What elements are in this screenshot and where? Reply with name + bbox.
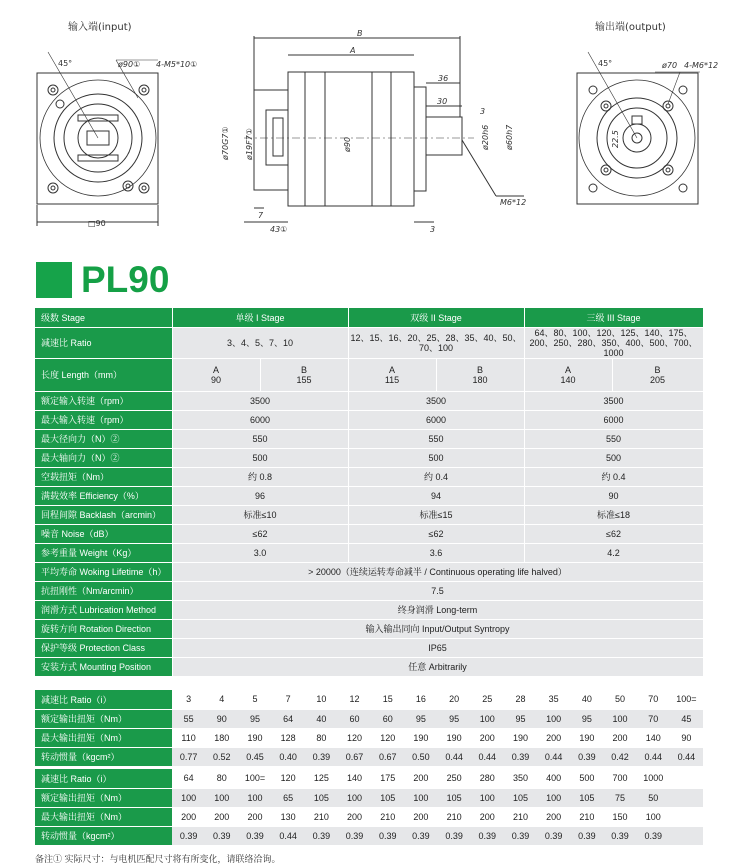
ratio-cell: 0.39 [504,826,537,845]
ratio-cell: 0.77 [172,747,205,766]
spec-value: 3500 [348,391,524,410]
ratio-cell [670,788,703,807]
spec-value: 4.2 [524,543,703,562]
spec-row-label: 最大径向力（N）② [35,429,172,448]
ratio-cell: 0.44 [272,826,305,845]
svg-text:3: 3 [480,107,486,116]
spec-value: 500 [524,448,703,467]
spec-value: 约 0.8 [172,467,348,486]
ratio-cell [670,769,703,788]
spec-row-label: 最大轴向力（N）② [35,448,172,467]
ratio-cell: 100 [172,788,205,807]
ratio-cell: 130 [272,807,305,826]
ratio-cell: 700 [603,769,636,788]
ratio-cell: 64 [272,709,305,728]
spec-row-label: 空载扭矩（Nm） [35,467,172,486]
ratio-cell: 190 [438,728,471,747]
ratio-row-label: 减速比 Ratio（i） [35,690,172,709]
spec-value: ≤62 [172,524,348,543]
ratio-cell: 210 [438,807,471,826]
spec-row-label: 旋转方向 Rotation Direction [35,619,172,638]
length-value: 90 [210,374,221,385]
ratio-cell: 28 [504,690,537,709]
ratio-cell: 210 [504,807,537,826]
spec-row-label: 平均寿命 Woking Lifetime（h） [35,562,172,581]
ratio-cell: 64 [172,769,205,788]
ratio-stage-3: 64、80、100、120、125、140、175、200、250、280、350、400、500、700、1000 [524,327,703,358]
ratio-cell: 95 [504,709,537,728]
ratio-cell: 0.39 [537,826,570,845]
ratio-cell: 0.39 [205,826,238,845]
svg-text:3: 3 [430,225,436,234]
ratio-cell: 105 [504,788,537,807]
ratio-cell: 16 [404,690,437,709]
spec-row-label: 参考重量 Weight（Kg） [35,543,172,562]
spec-row-label: 满载效率 Efficiency（%） [35,486,172,505]
spec-value: 终身润滑 Long-term [172,600,703,619]
ratio-cell: 40 [570,690,603,709]
spec-value: IP65 [172,638,703,657]
ratio-cell: 100 [537,788,570,807]
dimension-drawings [0,0,730,250]
ratio-cell: 200 [537,728,570,747]
length-letter: B [300,364,307,375]
ratio-cell: 0.39 [371,826,404,845]
ratio-cell: 95 [238,709,271,728]
ratio-row-label: 转动惯量（kgcm²） [35,747,172,766]
ratio-cell: 100 [205,788,238,807]
ratio-cell: 80 [305,728,338,747]
svg-text:22.5: 22.5 [611,130,620,148]
ratio-cell: 10 [305,690,338,709]
svg-text:ø90①: ø90① [118,60,141,69]
table-row [35,788,703,807]
ratio-cell: 0.44 [537,747,570,766]
ratio-cell: 120 [338,728,371,747]
ratio-cell: 0.52 [205,747,238,766]
stage-3-header: 三级 III Stage [524,308,703,327]
spec-value: 标准≤15 [348,505,524,524]
ratio-cell: 0.50 [404,747,437,766]
footnote: 备注① 实际尺寸：与电机匹配尺寸将有所变化，请联络洽询。 [35,854,281,864]
ratio-cell: 20 [438,690,471,709]
svg-text:30: 30 [437,97,448,106]
svg-text:36: 36 [438,74,449,83]
svg-text:A: A [350,46,356,55]
length-letter: A [564,364,571,375]
ratio-cell: 70 [637,709,670,728]
ratio-cell: 0.39 [504,747,537,766]
ratio-stage-1: 3、4、5、7、10 [172,327,348,358]
ratio-cell: 100 [637,807,670,826]
svg-text:ø60h7: ø60h7 [505,124,514,150]
ratio-cell: 350 [504,769,537,788]
svg-text:B: B [357,29,363,38]
ratio-cell: 0.44 [637,747,670,766]
length-value: 155 [296,374,312,385]
ratio-cell: 90 [205,709,238,728]
spec-value: 3500 [172,391,348,410]
svg-text:43①: 43① [270,225,288,234]
ratio-cell: 180 [205,728,238,747]
svg-text:7: 7 [258,211,264,220]
spec-value: 3.6 [348,543,524,562]
spec-value: 标准≤18 [524,505,703,524]
spec-value: ≤62 [524,524,703,543]
ratio-cell: 0.39 [404,826,437,845]
ratio-cell: 45 [670,709,703,728]
length-value: 205 [649,374,666,385]
ratio-cell: 100 [238,788,271,807]
ratio-cell: 105 [305,788,338,807]
ratio-cell: 0.44 [438,747,471,766]
ratio-row-label: 额定输出扭矩（Nm） [35,788,172,807]
ratio-cell: 190 [504,728,537,747]
ratio-cell: 0.39 [471,826,504,845]
ratio-cell: 0.39 [305,747,338,766]
ratio-cell: 0.67 [371,747,404,766]
ratio-cell: 200 [537,807,570,826]
ratio-cell: 0.39 [637,826,670,845]
spec-row-label: 抗扭刚性（Nm/arcmin） [35,581,172,600]
ratio-cell: 200 [404,769,437,788]
svg-text:45°: 45° [598,59,613,68]
spec-value: 输入输出同向 Input/Output Syntropy [172,619,703,638]
ratio-cell: 12 [338,690,371,709]
ratio-cell: 90 [670,728,703,747]
ratio-cell: 175 [371,769,404,788]
ratio-cell: 95 [404,709,437,728]
ratio-cell: 120 [272,769,305,788]
table-row [35,690,703,709]
spec-value: ≤62 [348,524,524,543]
model-name: PL90 [81,259,170,300]
svg-text:ø20h6: ø20h6 [481,124,490,150]
spec-value: 约 0.4 [348,467,524,486]
green-square-icon [36,262,72,298]
svg-text:ø19F7①: ø19F7① [245,128,254,160]
length-letter: A [388,364,395,375]
spec-table [35,308,704,677]
spec-value: 550 [348,429,524,448]
spec-value: 7.5 [172,581,703,600]
spec-value: 550 [524,429,703,448]
ratio-cell: 35 [537,690,570,709]
ratio-cell: 60 [371,709,404,728]
spec-value: 96 [172,486,348,505]
ratio-cell: 105 [438,788,471,807]
ratio-cell: 400 [537,769,570,788]
length-letter: B [654,364,661,375]
length-value: 140 [560,374,576,385]
spec-row-label: 润滑方式 Lubrication Method [35,600,172,619]
ratio-cell: 100 [471,788,504,807]
ratio-cell: 55 [172,709,205,728]
table-row [35,807,703,826]
ratio-cell: 200 [404,807,437,826]
ratio-cell: 200 [172,807,205,826]
ratio-cell: 40 [305,709,338,728]
spec-value: 3.0 [172,543,348,562]
table-row [35,769,703,788]
ratio-table-1 [35,690,703,767]
stage-1-header: 单级 I Stage [172,308,348,327]
ratio-cell: 500 [570,769,603,788]
ratio-cell: 0.39 [172,826,205,845]
model-title [36,259,170,300]
table-row [35,826,703,845]
ratio-cell: 280 [471,769,504,788]
ratio-cell: 150 [603,807,636,826]
input-view-title: 输入端(input) [68,22,132,33]
svg-text:M6*12: M6*12 [500,198,527,207]
ratio-cell: 70 [637,690,670,709]
length-letter: A [212,364,219,375]
spec-value: 90 [524,486,703,505]
length-label: 长度 Length（mm） [35,358,172,391]
spec-row-label: 保护等级 Protection Class [35,638,172,657]
ratio-cell: 50 [603,690,636,709]
table-row [35,728,703,747]
ratio-cell: 110 [172,728,205,747]
ratio-cell: 0.39 [570,826,603,845]
svg-text:4-M6*12: 4-M6*12 [684,61,719,70]
ratio-cell: 125 [305,769,338,788]
ratio-row-label: 减速比 Ratio（i） [35,769,172,788]
ratio-cell [670,826,703,845]
ratio-table-2 [35,769,703,846]
svg-text:□90: □90 [88,219,106,228]
ratio-cell: 0.44 [670,747,703,766]
ratio-row-label: 最大输出扭矩（Nm） [35,807,172,826]
ratio-cell: 105 [371,788,404,807]
spec-row-label: 额定输入转速（rpm） [35,391,172,410]
table-row [35,709,703,728]
ratio-cell: 100= [670,690,703,709]
ratio-cell: 0.67 [338,747,371,766]
ratio-cell: 1000 [637,769,670,788]
ratio-label: 减速比 Ratio [35,327,172,358]
ratio-cell: 100 [404,788,437,807]
length-value: 180 [472,374,488,385]
ratio-cell: 140 [637,728,670,747]
ratio-cell: 128 [272,728,305,747]
ratio-cell: 50 [637,788,670,807]
ratio-row-label: 最大输出扭矩（Nm） [35,728,172,747]
ratio-cell: 15 [371,690,404,709]
ratio-cell: 80 [205,769,238,788]
ratio-cell: 7 [272,690,305,709]
spec-value: 3500 [524,391,703,410]
ratio-cell: 200 [338,807,371,826]
svg-text:ø70G7①: ø70G7① [221,126,230,160]
ratio-row-label: 额定输出扭矩（Nm） [35,709,172,728]
svg-text:ø90: ø90 [343,136,352,152]
ratio-cell: 0.39 [238,826,271,845]
ratio-cell: 3 [172,690,205,709]
ratio-cell: 140 [338,769,371,788]
ratio-cell: 210 [305,807,338,826]
spec-value: 6000 [172,410,348,429]
ratio-cell: 0.42 [603,747,636,766]
spec-value: 500 [172,448,348,467]
ratio-cell: 200 [471,728,504,747]
table-row [35,747,703,766]
ratio-cell: 190 [570,728,603,747]
ratio-cell: 210 [371,807,404,826]
ratio-cell: 105 [570,788,603,807]
ratio-cell: 200 [238,807,271,826]
ratio-cell: 190 [404,728,437,747]
spec-value: 500 [348,448,524,467]
ratio-cell: 0.39 [603,826,636,845]
ratio-cell: 100 [537,709,570,728]
ratio-cell: 0.39 [338,826,371,845]
spec-value: 约 0.4 [524,467,703,486]
ratio-cell: 100 [338,788,371,807]
spec-row-label: 噪音 Noise（dB） [35,524,172,543]
spec-value: 550 [172,429,348,448]
spec-value: 6000 [524,410,703,429]
spec-row-label: 安装方式 Mounting Position [35,657,172,676]
stage-label: 级数 Stage [35,308,172,327]
ratio-cell: 0.44 [471,747,504,766]
spec-row-label: 最大输入转速（rpm） [35,410,172,429]
output-view-title: 输出端(output) [595,22,666,33]
ratio-cell: 0.40 [272,747,305,766]
ratio-cell: 65 [272,788,305,807]
ratio-cell [670,807,703,826]
ratio-cell: 60 [338,709,371,728]
ratio-cell: 0.39 [438,826,471,845]
ratio-cell: 200 [603,728,636,747]
ratio-cell: 95 [438,709,471,728]
ratio-cell: 100= [238,769,271,788]
ratio-cell: 0.39 [570,747,603,766]
ratio-cell: 95 [570,709,603,728]
spec-value: > 20000（连续运转寿命减半 / Continuous operating life halved） [172,562,703,581]
ratio-cell: 0.45 [238,747,271,766]
svg-text:4-M5*10①: 4-M5*10① [156,60,198,69]
ratio-cell: 0.39 [305,826,338,845]
ratio-cell: 100 [603,709,636,728]
ratio-cell: 100 [471,709,504,728]
ratio-cell: 75 [603,788,636,807]
svg-text:ø70: ø70 [662,61,678,70]
spec-value: 6000 [348,410,524,429]
length-letter: B [476,364,483,375]
ratio-cell: 190 [238,728,271,747]
spec-value: 任意 Arbitrarily [172,657,703,676]
spec-value: 标准≤10 [172,505,348,524]
ratio-cell: 4 [205,690,238,709]
spec-row-label: 回程间隙 Backlash（arcmin） [35,505,172,524]
svg-text:45°: 45° [58,59,73,68]
stage-2-header: 双级 II Stage [348,308,524,327]
ratio-cell: 250 [438,769,471,788]
spec-value: 94 [348,486,524,505]
ratio-cell: 25 [471,690,504,709]
length-value: 115 [384,374,400,385]
ratio-row-label: 转动惯量（kgcm²） [35,826,172,845]
ratio-stage-2: 12、15、16、20、25、28、35、40、50、70、100 [348,327,524,358]
ratio-cell: 200 [205,807,238,826]
ratio-cell: 120 [371,728,404,747]
ratio-cell: 5 [238,690,271,709]
ratio-cell: 200 [471,807,504,826]
ratio-cell: 210 [570,807,603,826]
